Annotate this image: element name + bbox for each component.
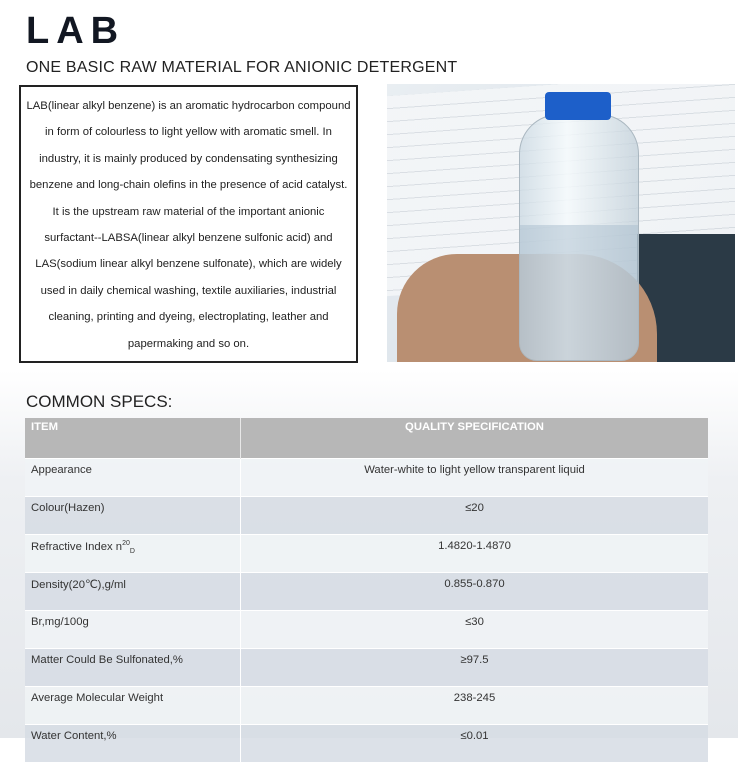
item-sup: 20 bbox=[122, 540, 130, 547]
table-row bbox=[25, 459, 708, 497]
item-cell: Average Molecular Weight bbox=[25, 687, 241, 725]
table-row bbox=[25, 725, 708, 762]
item-cell bbox=[25, 535, 241, 573]
spec-cell: ≤0.01 bbox=[241, 725, 709, 762]
liquid bbox=[520, 225, 638, 360]
description-text: LAB(linear alkyl benzene) is an aromatic hydrocarbon compound in form of colourless to light yellow with aromatic smell. In industry, it is mainly produced by condensating synthesizing benzene and long-chain olefins in the presence of acid catalyst. It is the upstream raw material of the important anionic surfactant--LABSA(linear alkyl benzene sulfonic acid) and LAS(sodium linear alkyl benzene sulfonate), which are widely used in daily chemical washing, textile auxiliaries, industrial cleaning, printing and dyeing, electroplating, leather and papermaking and so on. bbox=[25, 93, 352, 357]
item-cell: Appearance bbox=[25, 459, 241, 497]
table-row bbox=[25, 649, 708, 687]
product-photo bbox=[387, 84, 735, 362]
table-row bbox=[25, 535, 708, 573]
table-header bbox=[25, 418, 708, 459]
description-box bbox=[19, 85, 358, 363]
item-sub: D bbox=[130, 548, 135, 555]
spec-cell: ≤30 bbox=[241, 611, 709, 649]
item-cell: Water Content,% bbox=[25, 725, 241, 762]
table-row bbox=[25, 611, 708, 649]
item-cell: Colour(Hazen) bbox=[25, 497, 241, 535]
page-title: LAB bbox=[26, 10, 125, 53]
item-text: Refractive Index n bbox=[31, 541, 122, 553]
header-item: ITEM bbox=[25, 418, 241, 459]
item-cell: Density(20℃),g/ml bbox=[25, 573, 241, 611]
spec-cell: 0.855-0.870 bbox=[241, 573, 709, 611]
header-spec: QUALITY SPECIFICATION bbox=[241, 418, 709, 459]
spec-cell: Water-white to light yellow transparent liquid bbox=[241, 459, 709, 497]
specs-table bbox=[25, 418, 708, 762]
spec-cell: 238-245 bbox=[241, 687, 709, 725]
table-row bbox=[25, 573, 708, 611]
bottle-cap bbox=[545, 92, 611, 120]
page-subtitle: ONE BASIC RAW MATERIAL FOR ANIONIC DETERGENT bbox=[26, 59, 457, 77]
table-row bbox=[25, 687, 708, 725]
table-row bbox=[25, 497, 708, 535]
bottle bbox=[519, 114, 639, 361]
item-cell: Matter Could Be Sulfonated,% bbox=[25, 649, 241, 687]
spec-cell: ≥97.5 bbox=[241, 649, 709, 687]
section-title: COMMON SPECS: bbox=[26, 392, 172, 412]
item-cell: Br,mg/100g bbox=[25, 611, 241, 649]
spec-cell: 1.4820-1.4870 bbox=[241, 535, 709, 573]
spec-cell: ≤20 bbox=[241, 497, 709, 535]
